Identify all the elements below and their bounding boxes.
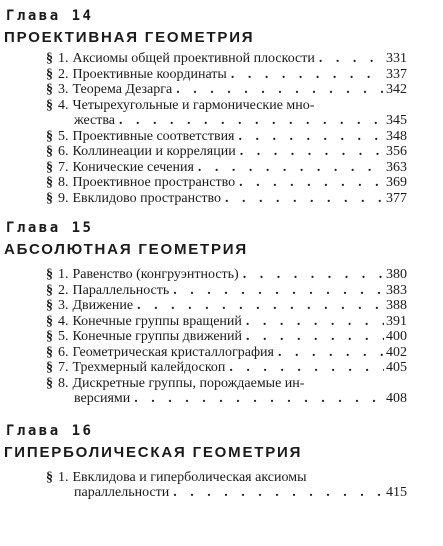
section-number: 3. bbox=[58, 82, 69, 97]
section-number: 1. bbox=[58, 51, 69, 66]
list-item bbox=[46, 129, 407, 145]
section-number: 1. bbox=[58, 469, 69, 485]
section-mark: § bbox=[46, 313, 53, 329]
dot-leader bbox=[274, 345, 384, 361]
page-number: 348 bbox=[386, 128, 407, 144]
section-mark: § bbox=[46, 329, 53, 344]
page-number: 405 bbox=[386, 360, 407, 375]
chapter-title: ПРОЕКТИВНАЯ ГЕОМЕТРИЯ bbox=[4, 29, 255, 46]
section-title: Конечные группы вращений bbox=[72, 313, 242, 329]
chapter-title: ГИПЕРБОЛИЧЕСКАЯ ГЕОМЕТРИЯ bbox=[4, 443, 303, 461]
section-number: 5. bbox=[58, 329, 69, 344]
chapter-14 bbox=[0, 6, 443, 206]
section-mark: § bbox=[46, 282, 53, 298]
list-item bbox=[46, 160, 407, 176]
list-item bbox=[46, 98, 407, 129]
section-title-continuation: жества bbox=[74, 113, 116, 128]
dot-leader bbox=[242, 314, 384, 330]
chapter-label: Глава 14 bbox=[6, 8, 94, 24]
list-item bbox=[46, 175, 407, 191]
section-mark: § bbox=[46, 190, 53, 206]
list-item bbox=[46, 67, 407, 83]
section-title: Теорема Дезарга bbox=[72, 82, 173, 97]
section-mark: § bbox=[46, 159, 53, 175]
section-number: 3. bbox=[58, 298, 69, 313]
page-number: 377 bbox=[386, 190, 407, 206]
section-mark: § bbox=[46, 375, 53, 391]
section-title: Конические сечения bbox=[72, 159, 194, 175]
section-title: Конечные группы движений bbox=[72, 329, 243, 344]
section-number: 5. bbox=[58, 128, 69, 144]
list-item bbox=[46, 82, 407, 98]
chapter-15 bbox=[0, 218, 443, 407]
page-number: 369 bbox=[386, 175, 407, 190]
section-list bbox=[0, 267, 443, 407]
section-number: 4. bbox=[58, 313, 69, 329]
list-item bbox=[46, 267, 407, 283]
list-item bbox=[46, 144, 407, 160]
section-title: Трехмерный калейдоскоп bbox=[72, 360, 226, 375]
list-item bbox=[46, 345, 407, 361]
page-number: 415 bbox=[386, 485, 407, 500]
page-number: 402 bbox=[386, 344, 407, 360]
dot-leader bbox=[221, 191, 384, 207]
section-title: Четырехугольные и гармонические мно- bbox=[72, 97, 315, 113]
section-number: 7. bbox=[58, 159, 69, 175]
dot-leader bbox=[242, 329, 384, 345]
chapter-title: АБСОЛЮТНАЯ ГЕОМЕТРИЯ bbox=[4, 241, 248, 258]
dot-leader bbox=[235, 129, 385, 145]
page-number: 363 bbox=[386, 159, 407, 175]
section-mark: § bbox=[46, 128, 53, 144]
section-mark: § bbox=[46, 51, 53, 66]
page-number: 383 bbox=[386, 282, 407, 298]
page-number: 388 bbox=[386, 298, 407, 313]
section-number: 1. bbox=[58, 267, 69, 282]
list-item bbox=[46, 470, 407, 501]
section-mark: § bbox=[46, 144, 53, 159]
list-item bbox=[46, 51, 407, 67]
list-item bbox=[46, 191, 407, 207]
section-title: Коллинеации и корреляции bbox=[72, 144, 236, 159]
section-title: Равенство (конгруэнтность) bbox=[72, 267, 239, 282]
section-number: 9. bbox=[58, 190, 69, 206]
section-list bbox=[0, 51, 443, 206]
section-title: Параллельность bbox=[72, 282, 170, 298]
section-title-continuation: версиями bbox=[74, 391, 131, 406]
section-mark: § bbox=[46, 360, 53, 375]
section-number: 8. bbox=[58, 375, 69, 391]
section-number: 7. bbox=[58, 360, 69, 375]
page-number: 342 bbox=[386, 82, 407, 97]
dot-leader bbox=[227, 67, 384, 83]
section-title: Проективное пространство bbox=[72, 175, 236, 190]
page-number: 380 bbox=[386, 267, 407, 282]
list-item bbox=[46, 314, 407, 330]
section-mark: § bbox=[46, 82, 53, 97]
section-mark: § bbox=[46, 66, 53, 82]
list-item bbox=[46, 329, 407, 345]
section-title: Дискретные группы, порождаемые ин- bbox=[72, 375, 305, 391]
section-list bbox=[0, 470, 443, 501]
section-number: 6. bbox=[58, 144, 69, 159]
section-mark: § bbox=[46, 267, 53, 282]
dot-leader bbox=[315, 51, 384, 67]
dot-leader bbox=[133, 298, 384, 314]
section-title: Проективные соответствия bbox=[72, 128, 235, 144]
dot-leader bbox=[169, 283, 384, 299]
dot-leader bbox=[115, 113, 384, 129]
list-item bbox=[46, 360, 407, 376]
section-title: Проективные координаты bbox=[72, 66, 227, 82]
chapter-label: Глава 15 bbox=[6, 220, 94, 236]
dot-leader bbox=[236, 144, 384, 160]
page-number: 356 bbox=[386, 144, 407, 159]
page-number: 337 bbox=[386, 66, 407, 82]
dot-leader bbox=[235, 175, 384, 191]
section-title: Геометрическая кристаллография bbox=[72, 344, 274, 360]
section-title: Аксиомы общей проективной плоскости bbox=[72, 51, 315, 66]
page-number: 408 bbox=[386, 391, 407, 406]
page-number: 400 bbox=[386, 329, 407, 344]
list-item bbox=[46, 376, 407, 407]
section-mark: § bbox=[46, 344, 53, 360]
chapter-label: Глава 16 bbox=[6, 422, 94, 439]
dot-leader bbox=[169, 485, 384, 501]
section-number: 6. bbox=[58, 344, 69, 360]
section-number: 2. bbox=[58, 282, 69, 298]
list-item bbox=[46, 283, 407, 299]
section-number: 8. bbox=[58, 175, 69, 190]
page-number: 331 bbox=[386, 51, 407, 66]
section-title-continuation: параллельности bbox=[74, 485, 170, 500]
section-mark: § bbox=[46, 298, 53, 313]
section-mark: § bbox=[46, 469, 53, 485]
section-title: Евклидова и гиперболическая аксиомы bbox=[72, 469, 307, 485]
section-title: Движение bbox=[72, 298, 134, 313]
dot-leader bbox=[172, 82, 384, 98]
dot-leader bbox=[130, 391, 384, 407]
chapter-16 bbox=[0, 421, 443, 501]
section-mark: § bbox=[46, 175, 53, 190]
dot-leader bbox=[194, 160, 384, 176]
section-title: Евклидово пространство bbox=[72, 190, 221, 206]
dot-leader bbox=[225, 360, 384, 376]
section-mark: § bbox=[46, 97, 53, 113]
page-number: 345 bbox=[386, 113, 407, 128]
list-item bbox=[46, 298, 407, 314]
dot-leader bbox=[239, 267, 384, 283]
section-number: 2. bbox=[58, 66, 69, 82]
page-number: 391 bbox=[386, 313, 407, 329]
section-number: 4. bbox=[58, 97, 69, 113]
